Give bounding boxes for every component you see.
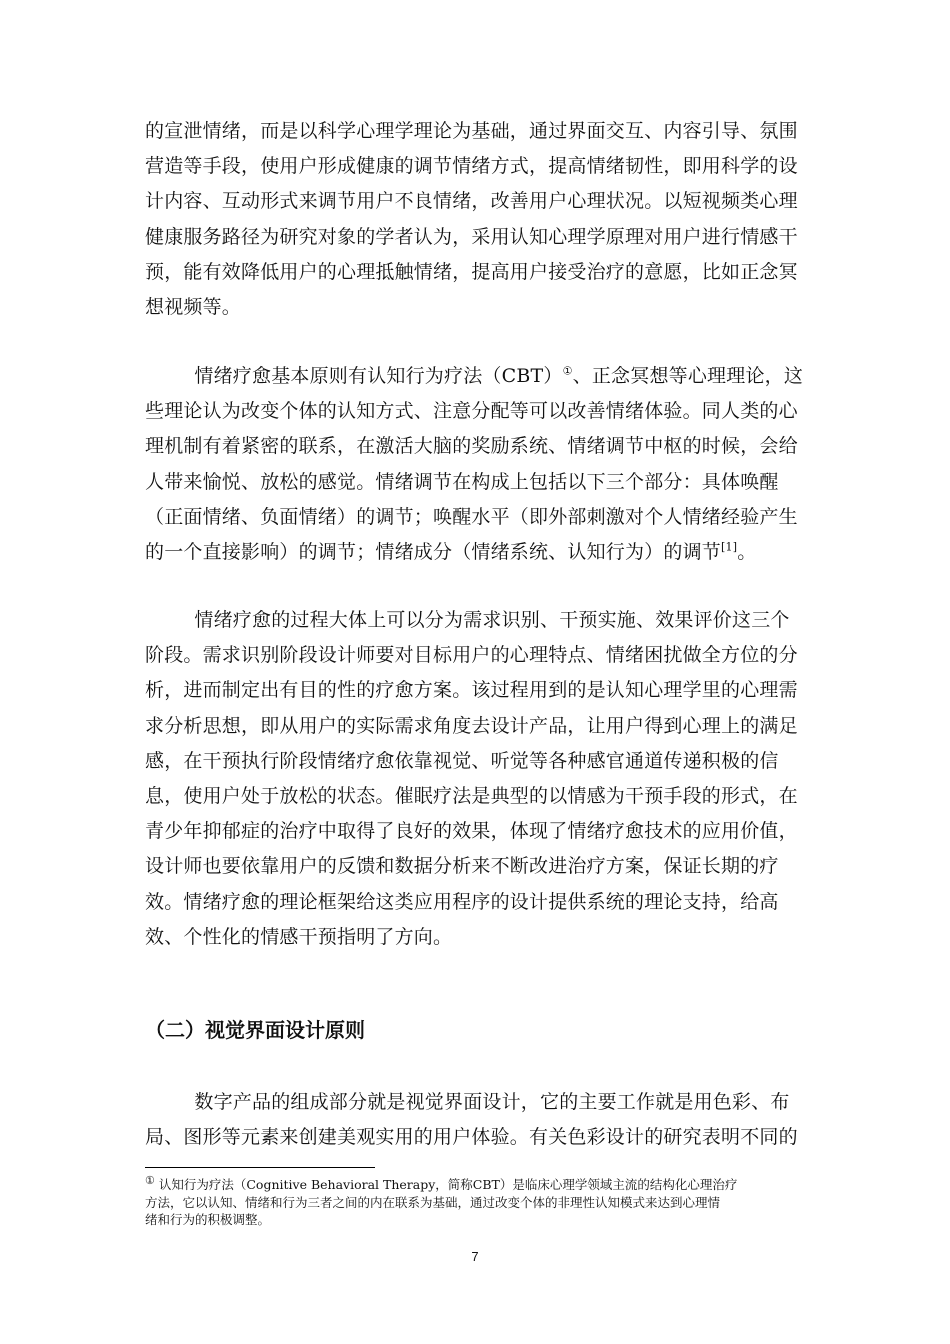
page-number: 7 xyxy=(471,1249,479,1264)
text-run: 情绪疗愈基本原则有认知行为疗法（CBT） xyxy=(194,365,563,387)
text-run: 、正念冥想等心理理论，这 xyxy=(572,365,804,387)
section-heading: （二）视觉界面设计原则 xyxy=(145,1018,365,1042)
footnote-line xyxy=(145,1173,805,1194)
footnote-line: 方法，它以认知、情绪和行为三者之间的内在联系为基础，通过改变个体的非理性认知模式来达到心理情 xyxy=(145,1194,721,1210)
paragraph-line: 阶段。需求识别阶段设计师要对目标用户的心理特点、情绪困扰做全方位的分 xyxy=(145,644,798,667)
paragraph-line: 想视频等。 xyxy=(145,296,242,319)
paragraph-4 xyxy=(145,1085,797,1155)
paragraph-line: 些理论认为改变个体的认知方式、注意分配等可以改善情绪体验。同人类的心 xyxy=(145,400,798,423)
paragraph-line: 健康服务路径为研究对象的学者认为，采用认知心理学原理对用户进行情感干 xyxy=(145,225,798,248)
paragraph-line: 设计师也要依靠用户的反馈和数据分析来不断改进治疗方案，保证长期的疗 xyxy=(145,855,779,878)
paragraph-line: 营造等手段，使用户形成健康的调节情绪方式，提高情绪韧性，即用科学的设 xyxy=(145,155,798,178)
paragraph-line: 效。情绪疗愈的理论框架给这类应用程序的设计提供系统的理论支持，给高 xyxy=(145,890,779,913)
text-run: 。 xyxy=(737,541,757,564)
footnote-divider xyxy=(145,1167,375,1168)
paragraph-line: 数字产品的组成部分就是视觉界面设计，它的主要工作就是用色彩、布 xyxy=(194,1091,790,1113)
paragraph-line: 青少年抑郁症的治疗中取得了良好的效果，体现了情绪疗愈技术的应用价值， xyxy=(145,820,798,843)
paragraph-line: 预，能有效降低用户的心理抵触情绪，提高用户接受治疗的意愿，比如正念冥 xyxy=(145,260,798,283)
citation-ref[interactable]: [1] xyxy=(721,540,738,554)
paragraph-line: 局、图形等元素来创建美观实用的用户体验。有关色彩设计的研究表明不同的 xyxy=(145,1126,798,1149)
footnote-marker: ① xyxy=(145,1173,155,1187)
footnote-ref[interactable]: ① xyxy=(562,364,573,378)
text-run: 认知行为疗法（Cognitive Behavioral Therapy，简称CBT）是临床心理学领域主流的结构化心理治疗 xyxy=(154,1177,738,1192)
paragraph-line: （正面情绪、负面情绪）的调节；唤醒水平（即外部刺激对个人情绪经验产生 xyxy=(145,505,798,528)
paragraph-line: 析，进而制定出有目的性的疗愈方案。该过程用到的是认知心理学里的心理需 xyxy=(145,679,798,702)
paragraph-line: 人带来愉悦、放松的感觉。情绪调节在构成上包括以下三个部分：具体唤醒 xyxy=(145,470,779,493)
paragraph-line: 理机制有着紧密的联系，在激活大脑的奖励系统、情绪调节中枢的时候，会给 xyxy=(145,435,798,458)
paragraph-line: 情绪疗愈的过程大体上可以分为需求识别、干预实施、效果评价这三个 xyxy=(194,609,790,631)
footnote-line: 绪和行为的积极调整。 xyxy=(145,1212,271,1227)
paragraph-2 xyxy=(145,359,804,570)
paragraph-line: 效、个性化的情感干预指明了方向。 xyxy=(145,925,453,948)
paragraph-3 xyxy=(145,603,797,955)
paragraph-line: 的宣泄情绪，而是以科学心理学理论为基础，通过界面交互、内容引导、氛围 xyxy=(145,120,798,142)
text-run: 的一个直接影响）的调节；情绪成分（情绪系统、认知行为）的调节 xyxy=(145,541,722,564)
paragraph-line: 感，在干预执行阶段情绪疗愈依靠视觉、听觉等各种感官通道传递积极的信 xyxy=(145,749,779,772)
paragraph-line xyxy=(145,359,804,394)
paragraph-1 xyxy=(145,114,797,325)
paragraph-line: 息，使用户处于放松的状态。催眠疗法是典型的以情感为干预手段的形式，在 xyxy=(145,785,798,808)
paragraph-line xyxy=(145,535,797,570)
footnote xyxy=(145,1173,805,1229)
paragraph-line: 求分析思想，即从用户的实际需求角度去设计产品，让用户得到心理上的满足 xyxy=(145,714,798,737)
paragraph-line: 计内容、互动形式来调节用户不良情绪，改善用户心理状况。以短视频类心理 xyxy=(145,190,798,213)
